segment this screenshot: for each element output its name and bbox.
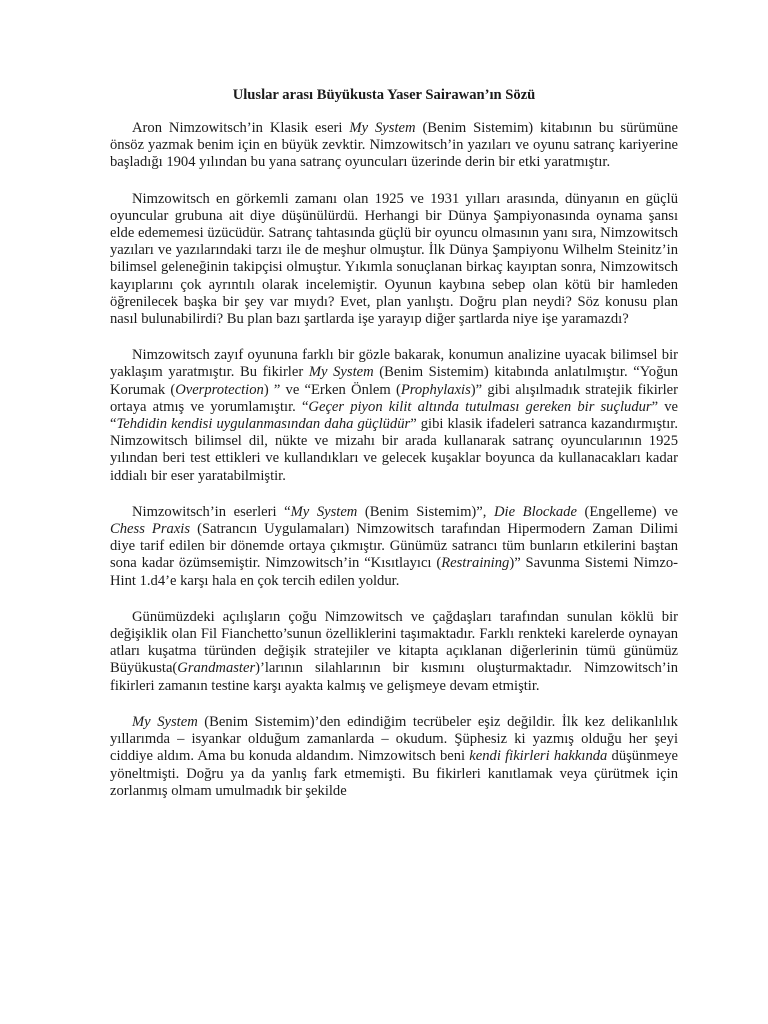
- italic-text: Chess Praxis: [110, 521, 191, 538]
- text-run: Nimzowitsch en görkemli zamanı olan 1925 ve 1931 yılları arasında, dünyanın en güçlü oyuncular grubuna ait diye düşünülürdü. Herhangi bir Dünya Şampiyonasında oynama şansı elde edememesi üzücüdür. Satranç tahtasında güçlü bir oyuncu olmasının yanı sıra, Nimzowitsch yazıları ve yazılarındaki tarzı ile de meşhur olmuştur. İlk Dünya Şampiyonu Wilhelm Steinitz’in bilimsel geleneğinin takipçisi olmuştur. Yıkımla sonuçlanan birkaç kayıptan sonra, Nimzowitsch kayıplarını çok ayrıntılı olarak incelemiştir. Oyunun kaybına sebep olan kötü bir hamleden öğrenilecek başka bir şey var mıydı? Evet, plan yanlıştı. Doğru plan neydi? Söz konusu plan nasıl bulunabilirdi? Bu plan bazı şartlarda işe yarayıp diğer şartlarda niye işe yaramazdı?: [110, 190, 678, 328]
- text-run: )” Savunma Sistemi Nimzo-Hint 1.d4’e karşı hala en çok tercih edilen yoldur.: [110, 555, 678, 589]
- document-body: [110, 120, 678, 800]
- text-run: )’larının silahlarının bir kısmını oluşturmaktadır. Nimzowitsch’in fikirleri zamanın testine karşı ayakta kalmış ve gelişmeye devam etmiştir.: [110, 660, 678, 694]
- paragraph: [110, 714, 678, 800]
- text-run: (Benim Sistemim) kitabının bu sürümüne önsöz yazmak benim için en büyük zevktir. Nimzowitsch’in yazıları ve oyunu satranç kariyerine başladığı 1904 yılından bu yana satranç oyuncuları üzerinde derin bir etki yaratmıştır.: [110, 120, 678, 171]
- text-run: ” gibi klasik ifadeleri satranca kazandırmıştır. Nimzowitsch bilimsel dil, nükte ve mizahı bir arada kullanarak satranç oyuncularının 1925 yılından beri test ettikleri ve kullandıkları ve gelecek kuşaklar boyunca da kullanacakları kadar iddialı bir eser yaratabilmiştir.: [110, 416, 678, 484]
- text-run: Nimzowitsch’in eserleri “: [132, 503, 291, 520]
- text-run: Günümüzdeki açılışların çoğu Nimzowitsch ve çağdaşları tarafından sunulan köklü bir değişiklik olan Fil Fianchetto’sunun özelliklerini taşımaktadır. Farklı renkteki karelerde oynayan atları kuşatma türünden değişik stratejiler ve kitapta açıklanan diğerlerinin tümü günümüz Büyükusta(: [110, 608, 678, 677]
- text-run: düşünmeye yöneltmişti. Doğru ya da yanlış fark etmemişti. Bu fikirleri kanıtlamak veya çürütmek için zorlanmış olmam umulmadık bir şekilde: [110, 748, 678, 799]
- italic-text: Grandmaster: [177, 660, 256, 677]
- italic-text: Restraining: [441, 555, 510, 572]
- paragraph: [110, 191, 678, 329]
- text-run: )” gibi alışılmadık stratejik fikirler ortaya atmış ve yorumlamıştır. “: [110, 381, 678, 415]
- italic-text: My System: [308, 364, 374, 381]
- italic-text: Geçer piyon kilit altında tutulması gereken bir suçludur: [308, 398, 652, 415]
- italic-text: My System: [132, 713, 198, 730]
- italic-text: Overprotection: [175, 381, 264, 398]
- italic-text: Die Blockade: [494, 503, 577, 520]
- text-run: Nimzowitsch zayıf oyununa farklı bir gözle bakarak, konumun analizine uyacak bilimsel bir yaklaşım yaratmıştır. Bu fikirler: [110, 347, 678, 381]
- italic-text: My System: [349, 120, 416, 136]
- text-run: (Satrancın Uygulamaları) Nimzowitsch tarafından Hipermodern Zaman Dilimi diye tarif edilen bir dönemde ortaya çıkmıştır. Günümüz satrancı tüm bunların etkilerini baştan sona kadar özümsemiştir. Nimzowitsch’in “Kısıtlayıcı (: [110, 521, 679, 572]
- text-run: (Benim Sistemim)”,: [357, 503, 494, 520]
- text-run: Aron Nimzowitsch’in Klasik eseri: [132, 120, 350, 136]
- paragraph: [110, 347, 678, 485]
- text-run: (Benim Sistemim)’den edindiğim tecrübeler eşiz değildir. İlk kez delikanlılık yıllarımda – isyankar olduğum zamanlarda – okudum. Şüphesiz ki yazmış olduğu her şeyi ciddiye aldım. Ama bu konuda aldandım. Nimzowitsch beni: [110, 713, 678, 765]
- text-run: ) ” ve “Erken Önlem (: [263, 381, 401, 398]
- text-run: ” ve “: [110, 398, 678, 433]
- paragraph: [110, 504, 678, 590]
- document-title: Uluslar arası Büyükusta Yaser Sairawan’ın Sözü: [232, 87, 536, 103]
- italic-text: Prophylaxis: [400, 381, 471, 398]
- paragraph: [110, 120, 678, 172]
- text-run: (Benim Sistemim) kitabında anlatılmıştır. “Yoğun Korumak (: [110, 364, 678, 398]
- italic-text: Tehdidin kendisi uygulanmasından daha güçlüdür: [116, 416, 411, 433]
- paragraph: [110, 609, 678, 695]
- italic-text: My System: [290, 503, 358, 520]
- text-run: (Engelleme) ve: [576, 503, 679, 520]
- italic-text: kendi fikirleri hakkında: [469, 748, 608, 765]
